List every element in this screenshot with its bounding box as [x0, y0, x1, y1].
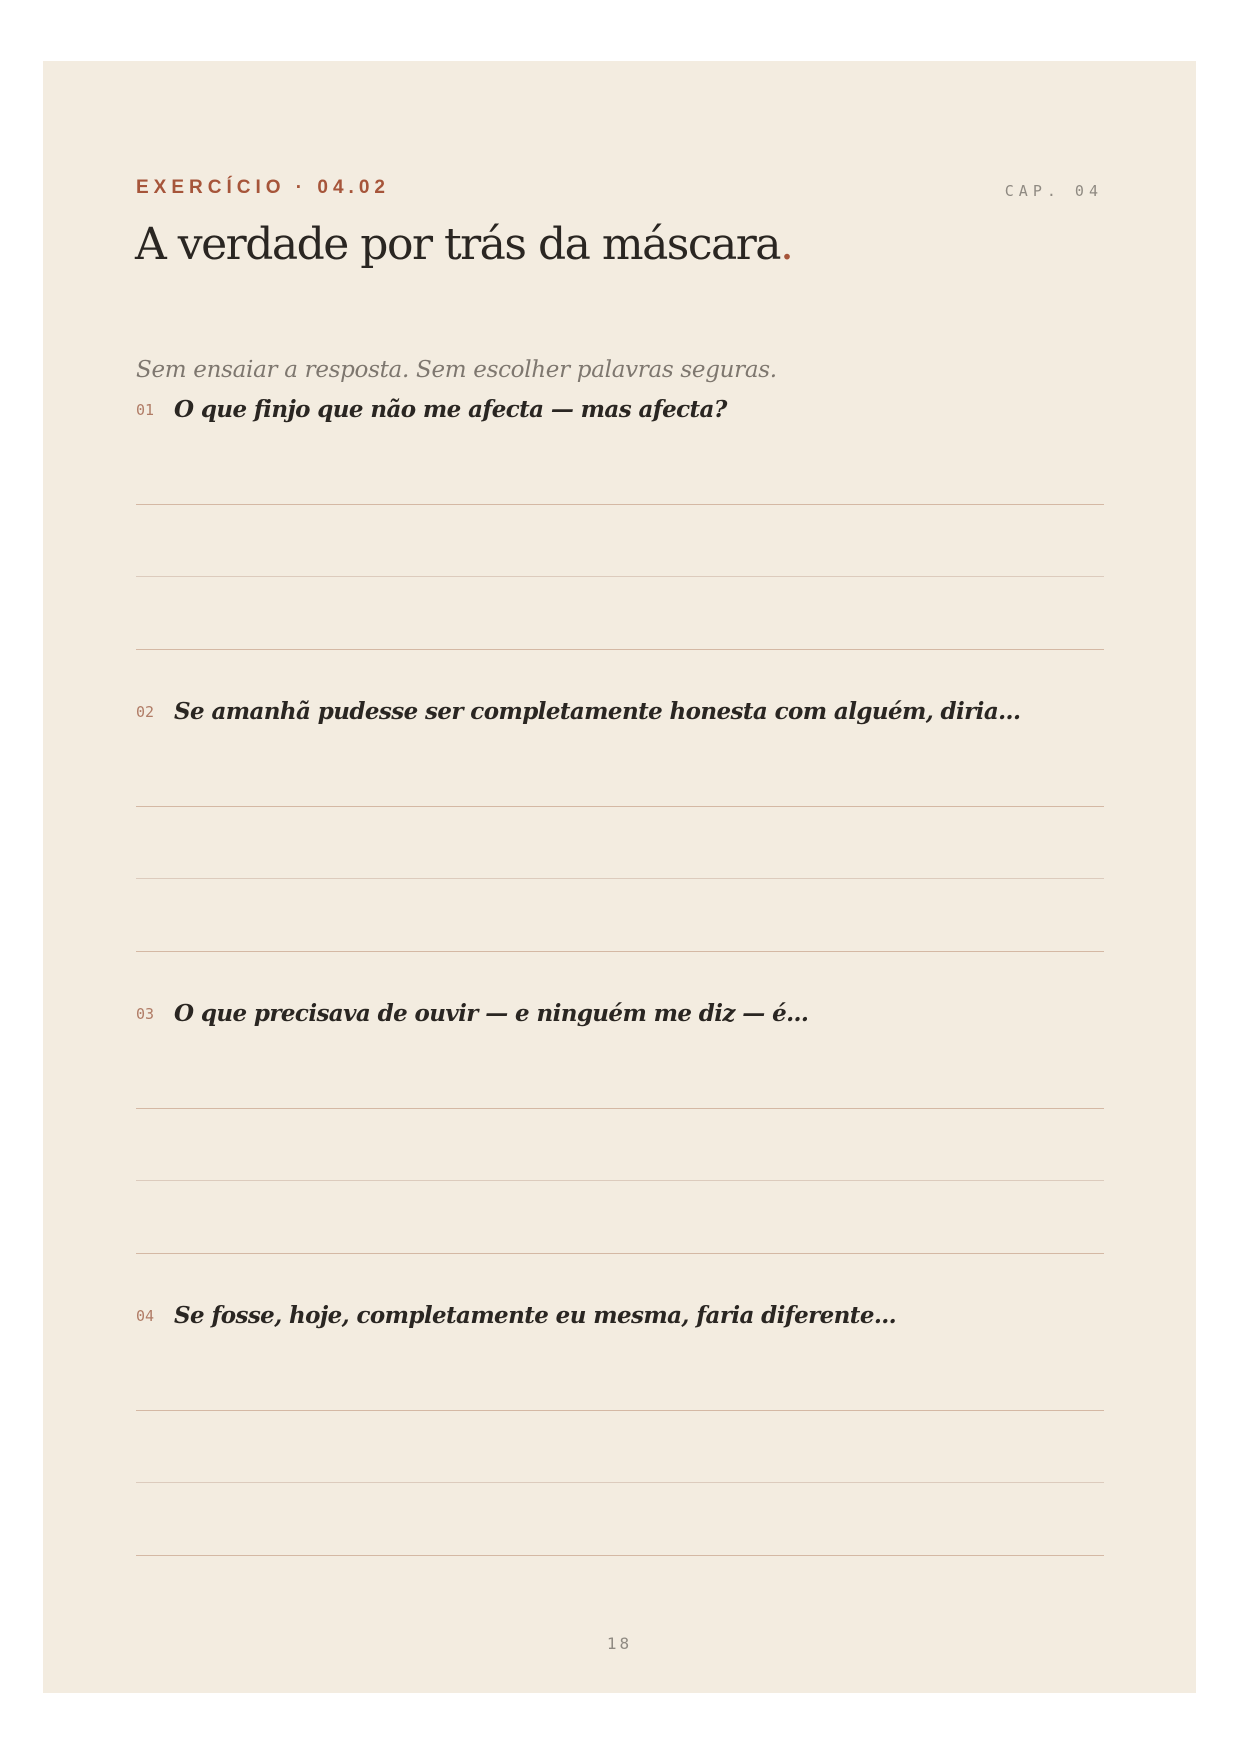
question-number: 03	[136, 1004, 155, 1023]
answer-line[interactable]	[136, 951, 1104, 952]
answer-line[interactable]	[136, 878, 1104, 879]
answer-line[interactable]	[136, 1180, 1104, 1181]
exercise-label: EXERCÍCIO · 04.02	[136, 177, 390, 198]
answer-line[interactable]	[136, 1555, 1104, 1556]
page-title	[135, 219, 793, 270]
page-number: 18	[606, 1634, 633, 1653]
answer-line[interactable]	[136, 649, 1104, 650]
title-accent-dot: .	[780, 219, 793, 270]
question-heading	[136, 396, 727, 423]
question-text: Se fosse, hoje, completamente eu mesma, faria diferente...	[174, 1302, 897, 1329]
question-number: 01	[136, 400, 155, 419]
answer-line[interactable]	[136, 1410, 1104, 1411]
answer-line[interactable]	[136, 1482, 1104, 1483]
page-title-text: A verdade por trás da máscara	[135, 219, 781, 270]
answer-line[interactable]	[136, 806, 1104, 807]
question-text: O que finjo que não me afecta — mas afecta?	[174, 396, 727, 423]
answer-line[interactable]	[136, 1108, 1104, 1109]
workbook-page	[43, 61, 1196, 1693]
question-number: 04	[136, 1306, 155, 1325]
answer-line[interactable]	[136, 576, 1104, 577]
question-heading	[136, 1302, 896, 1329]
question-heading	[136, 698, 1020, 725]
question-text: Se amanhã pudesse ser completamente honesta com alguém, diria...	[174, 698, 1021, 725]
answer-line[interactable]	[136, 504, 1104, 505]
question-heading	[136, 1000, 808, 1027]
chapter-label: CAP. 04	[1004, 182, 1103, 200]
question-text: O que precisava de ouvir — e ninguém me diz — é...	[174, 1000, 809, 1027]
question-number: 02	[136, 702, 155, 721]
answer-line[interactable]	[136, 1253, 1104, 1254]
page-subtitle: Sem ensaiar a resposta. Sem escolher palavras seguras.	[136, 357, 777, 383]
